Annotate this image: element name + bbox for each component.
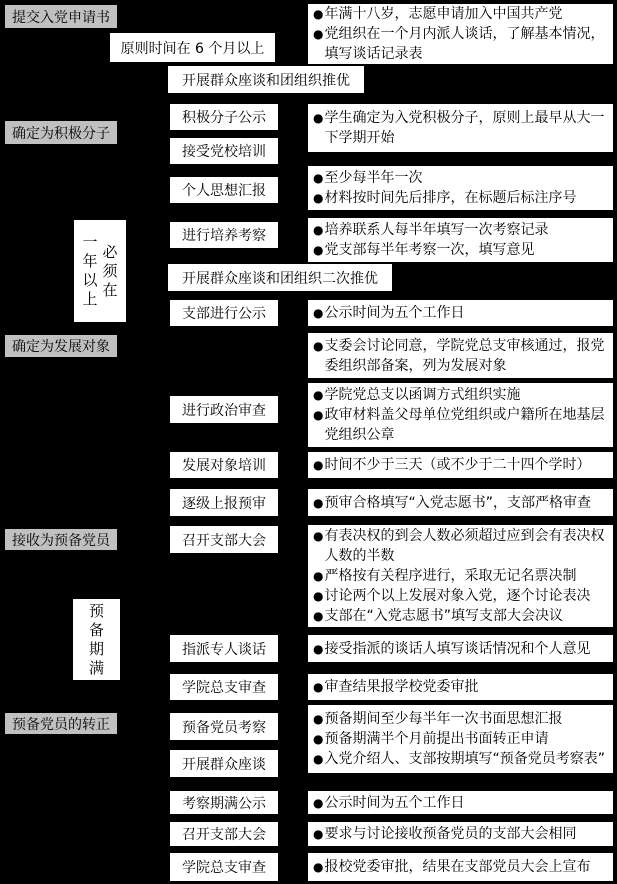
bullet-dot-icon: ● — [313, 408, 324, 422]
bullet-text: 材料按时间先后排序，在标题后标注序号 — [324, 190, 577, 206]
bullet-dot-icon: ● — [313, 458, 324, 472]
step-box — [170, 222, 278, 248]
bullet-item — [313, 606, 609, 626]
step-label: 开展群众座谈 — [182, 756, 266, 773]
bullet-text: 公示时间为五个工作日 — [324, 305, 465, 321]
bullet-item — [313, 526, 609, 566]
bullet-text: 学生确定为入党积极分子，原则上最早从大一下学期开始 — [324, 110, 605, 146]
step-label: 开展群众座谈和团组织推优 — [182, 72, 350, 89]
stage-box — [4, 712, 118, 735]
bullet-item — [313, 639, 609, 659]
step-box — [170, 452, 278, 478]
detail-box — [308, 166, 613, 210]
detail-box — [308, 635, 613, 662]
step-label: 召开支部大会 — [182, 827, 266, 843]
bullet-dot-icon: ● — [313, 27, 324, 41]
detail-box — [308, 333, 613, 378]
stage-label: 接收为预备党员 — [12, 532, 110, 549]
step-box — [170, 177, 278, 203]
step-box — [170, 396, 278, 423]
bullet-dot-icon: ● — [313, 306, 324, 320]
step-box — [170, 822, 278, 846]
bullet-item — [313, 240, 609, 260]
bullet-dot-icon: ● — [313, 827, 324, 841]
bullet-text: 支委会讨论同意，学院党总支审核通过，报党委组织部备案，列为发展对象 — [324, 337, 605, 374]
bullet-item — [313, 455, 609, 475]
bullet-dot-icon: ● — [313, 752, 324, 766]
bullet-text: 党组织在一个月内派人谈话，了解基本情况，填写谈话记录表 — [324, 26, 605, 62]
bullet-dot-icon: ● — [313, 641, 324, 656]
bullet-item — [313, 168, 609, 188]
step-box — [170, 138, 278, 164]
detail-box — [308, 822, 613, 846]
bullet-text: 学院党总支以函调方式组织实施 — [324, 387, 521, 403]
step-label: 学院总支审查 — [182, 680, 266, 696]
bullet-text: 讨论两个以上发展对象入党，逐个讨论表决 — [324, 588, 591, 604]
bullet-dot-icon: ● — [313, 495, 324, 510]
bullet-dot-icon: ● — [313, 589, 324, 603]
bullet-item — [313, 220, 609, 240]
step-label: 个人思想汇报 — [182, 183, 266, 199]
step-label: 进行培养考察 — [182, 228, 266, 244]
vertical-note — [74, 220, 126, 322]
step-box — [170, 750, 278, 777]
bullet-item — [313, 729, 609, 749]
bullet-item — [313, 336, 609, 376]
stage-label: 提交入党申请书 — [12, 9, 110, 26]
bullet-item — [313, 303, 609, 323]
bullet-dot-icon: ● — [313, 243, 324, 257]
step-box — [170, 853, 278, 881]
bullet-dot-icon: ● — [313, 388, 324, 402]
bullet-item — [313, 749, 609, 769]
bullet-text: 年满十八岁，志愿申请加入中国共产党 — [324, 6, 563, 22]
step-box — [110, 33, 275, 62]
bullet-dot-icon: ● — [313, 171, 324, 185]
detail-box — [308, 4, 613, 64]
stage-box — [4, 528, 118, 551]
stage-label: 预备党员的转正 — [12, 716, 110, 733]
stage-box — [4, 4, 118, 29]
step-box — [170, 526, 278, 553]
bullet-item — [313, 709, 609, 729]
bullet-item — [313, 586, 609, 606]
bullet-text: 预审合格填写“入党志愿书”，支部严格审查 — [324, 494, 591, 511]
step-label: 开展群众座谈和团组织二次推优 — [182, 270, 378, 287]
step-box — [168, 66, 364, 93]
step-box — [170, 791, 278, 814]
detail-box — [308, 300, 613, 326]
bullet-dot-icon: ● — [313, 7, 324, 21]
bullet-item — [313, 24, 609, 64]
bullet-item — [313, 793, 609, 813]
step-box — [170, 300, 278, 326]
step-box — [170, 635, 278, 662]
step-label: 积极分子公示 — [182, 110, 266, 126]
vertical-note-line: 一年以上 — [82, 233, 98, 308]
detail-box — [308, 853, 613, 881]
bullet-text: 严格按有关程序进行，采取无记名票决制 — [324, 568, 577, 584]
bullet-item — [313, 677, 609, 697]
bullet-dot-icon: ● — [313, 338, 324, 353]
detail-box — [308, 791, 613, 814]
step-label: 支部进行公示 — [182, 306, 266, 322]
bullet-dot-icon: ● — [313, 732, 324, 746]
step-label: 学院总支审查 — [182, 860, 266, 876]
bullet-text: 要求与讨论接收预备党员的支部大会相同 — [324, 826, 577, 842]
bullet-text: 至少每半年一次 — [324, 170, 423, 186]
step-label: 进行政治审查 — [182, 402, 266, 419]
bullet-item — [313, 385, 609, 405]
bullet-dot-icon: ● — [313, 712, 324, 726]
bullet-text: 培养联系人每半年填写一次考察记录 — [324, 222, 549, 238]
step-box — [170, 674, 278, 700]
detail-box — [308, 489, 613, 516]
bullet-text: 预备期满半个月前提出书面转正申请 — [324, 731, 549, 747]
bullet-text: 政审材料盖父母单位党组织或户籍所在地基层党组织公章 — [324, 407, 605, 443]
bullet-item — [313, 824, 609, 844]
step-label: 发展对象培训 — [182, 458, 266, 474]
bullet-text: 有表决权的到会人数必须超过应到会有表决权人数的半数 — [324, 528, 605, 564]
bullet-dot-icon: ● — [313, 795, 324, 810]
vertical-note-line: 预备期满 — [88, 601, 104, 677]
detail-box — [308, 104, 613, 152]
vertical-note — [73, 599, 120, 680]
step-label: 指派专人谈话 — [182, 641, 266, 658]
bullet-item — [313, 405, 609, 445]
bullet-item — [313, 188, 609, 208]
bullet-dot-icon: ● — [313, 529, 324, 543]
bullet-dot-icon: ● — [313, 569, 324, 583]
step-box — [168, 264, 392, 291]
step-box — [170, 104, 278, 130]
detail-box — [308, 218, 613, 262]
bullet-text: 审查结果报学校党委审批 — [324, 679, 479, 695]
bullet-item — [313, 493, 609, 513]
bullet-text: 入党介绍人、支部按期填写“预备党员考察表” — [324, 751, 605, 767]
stage-label: 确定为发展对象 — [12, 339, 110, 355]
stage-box — [4, 120, 118, 145]
bullet-text: 接受指派的谈话人填写谈话情况和个人意见 — [324, 640, 591, 657]
step-box — [170, 713, 278, 740]
bullet-text: 支部在“入党志愿书”填写支部大会决议 — [324, 608, 563, 624]
bullet-item — [313, 566, 609, 586]
bullet-text: 预备期间至少每半年一次书面思想汇报 — [324, 711, 563, 727]
step-label: 逐级上报预审 — [182, 495, 266, 512]
bullet-dot-icon: ● — [313, 860, 324, 874]
detail-box — [308, 674, 613, 700]
detail-box — [308, 383, 613, 447]
detail-box — [308, 525, 613, 627]
bullet-item — [313, 857, 609, 877]
detail-box — [308, 452, 613, 478]
bullet-dot-icon: ● — [313, 609, 324, 623]
stage-box — [4, 334, 118, 358]
detail-box — [308, 705, 613, 773]
bullet-dot-icon: ● — [313, 680, 324, 694]
bullet-dot-icon: ● — [313, 111, 324, 125]
step-label: 召开支部大会 — [182, 532, 266, 549]
bullet-item — [313, 4, 609, 24]
step-box — [170, 489, 278, 516]
bullet-dot-icon: ● — [313, 223, 324, 237]
step-label: 预备党员考察 — [182, 719, 266, 736]
bullet-text: 公示时间为五个工作日 — [324, 794, 465, 811]
bullet-text: 党支部每半年考察一次，填写意见 — [324, 242, 535, 258]
bullet-text: 报校党委审批，结果在支部党员大会上宣布 — [324, 859, 591, 875]
bullet-item — [313, 108, 609, 148]
bullet-dot-icon: ● — [313, 191, 324, 205]
step-label: 原则时间在 6 个月以上 — [120, 40, 265, 57]
stage-label: 确定为积极分子 — [12, 125, 110, 142]
step-label: 考察期满公示 — [182, 795, 266, 812]
vertical-note-line: 必须在 — [102, 242, 118, 299]
step-label: 接受党校培训 — [182, 144, 266, 160]
bullet-text: 时间不少于三天（或不少于二十四个学时） — [324, 457, 591, 473]
